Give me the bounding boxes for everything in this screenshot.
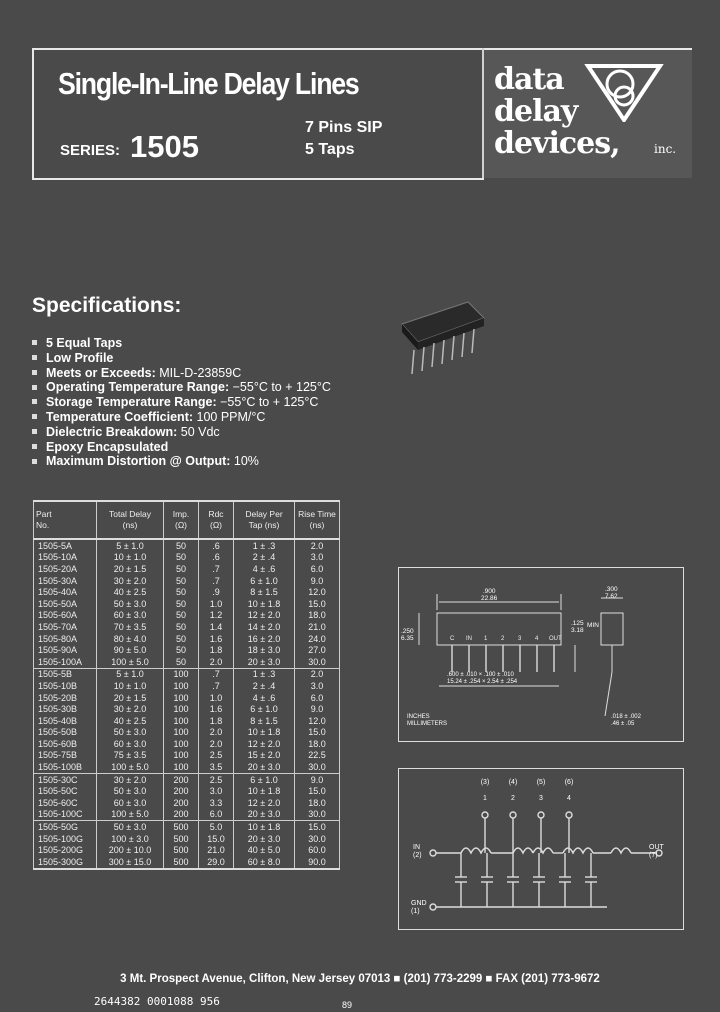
table-cell: 10 ± 1.8 bbox=[234, 727, 295, 739]
table-cell: 1505-50A bbox=[34, 598, 97, 610]
table-cell: 1505-5B bbox=[34, 668, 97, 680]
table-cell: 3.5 bbox=[199, 761, 234, 773]
table-cell: 12 ± 2.0 bbox=[234, 610, 295, 622]
bullet-icon bbox=[32, 340, 37, 345]
table-cell: 2 ± .4 bbox=[234, 680, 295, 692]
table-cell: 2.5 bbox=[199, 750, 234, 762]
table-cell: 1.0 bbox=[199, 692, 234, 704]
svg-text:CIN1234OUT bbox=[450, 636, 562, 642]
table-cell: 50 bbox=[164, 539, 199, 552]
table-cell: 4 ± .6 bbox=[234, 692, 295, 704]
table-header-row bbox=[34, 501, 340, 539]
schematic-circuit-icon bbox=[399, 769, 683, 929]
table-cell: 500 bbox=[164, 833, 199, 845]
bullet-icon bbox=[32, 459, 37, 464]
pin-label: 1 bbox=[484, 636, 488, 642]
spec-label: Storage Temperature Range: bbox=[46, 395, 217, 410]
table-cell: 1505-100C bbox=[34, 809, 97, 821]
table-cell: 60 ± 3.0 bbox=[97, 610, 164, 622]
table-cell: 200 bbox=[164, 773, 199, 785]
table-row bbox=[34, 598, 340, 610]
pin-label: 3 bbox=[518, 636, 522, 642]
spec-value: 100 PPM/°C bbox=[193, 409, 266, 424]
table-cell: 1.0 bbox=[199, 598, 234, 610]
table-row bbox=[34, 621, 340, 633]
table-cell: 27.0 bbox=[295, 644, 340, 656]
table-cell: 2 ± .4 bbox=[234, 552, 295, 564]
table-cell: 4 ± .6 bbox=[234, 563, 295, 575]
column-header-line: (Ω) bbox=[209, 520, 222, 530]
table-cell: 40 ± 2.5 bbox=[97, 586, 164, 598]
spec-item bbox=[32, 351, 331, 366]
spec-label: Temperature Coefficient: bbox=[46, 409, 194, 424]
table-cell: 50 bbox=[164, 598, 199, 610]
logo-triangle-icon bbox=[584, 62, 664, 122]
table-cell: 1505-30A bbox=[34, 575, 97, 587]
table-cell: 100 bbox=[164, 680, 199, 692]
table-row bbox=[34, 703, 340, 715]
spec-value: 10% bbox=[230, 454, 259, 469]
table-cell: 1 ± .3 bbox=[234, 668, 295, 680]
table-cell: 5 ± 1.0 bbox=[97, 539, 164, 552]
table-cell: 1505-100G bbox=[34, 833, 97, 845]
footer-address: 3 Mt. Prospect Avenue, Clifton, New Jersey 07013 ■ (201) 773-2299 ■ FAX (201) 773-9672 bbox=[120, 973, 600, 985]
table-cell: 75 ± 3.5 bbox=[97, 750, 164, 762]
table-cell: 20 ± 3.0 bbox=[234, 809, 295, 821]
table-cell: 30 ± 2.0 bbox=[97, 703, 164, 715]
table-row bbox=[34, 738, 340, 750]
table-cell: 1505-50B bbox=[34, 727, 97, 739]
page-number: 89 bbox=[342, 1000, 353, 1010]
table-cell: 1505-60C bbox=[34, 797, 97, 809]
table-cell: 2.0 bbox=[295, 539, 340, 552]
bullet-icon bbox=[32, 399, 37, 404]
table-cell: 20 ± 1.5 bbox=[97, 563, 164, 575]
table-cell: 15.0 bbox=[295, 598, 340, 610]
table-cell: 500 bbox=[164, 844, 199, 856]
dimension-drawing bbox=[398, 567, 684, 742]
table-cell: 50 bbox=[164, 586, 199, 598]
spec-value: 50 Vdc bbox=[177, 424, 220, 439]
table-cell: 100 bbox=[164, 703, 199, 715]
table-cell: 100 bbox=[164, 692, 199, 704]
spec-item bbox=[32, 380, 331, 395]
bullet-icon bbox=[32, 429, 37, 434]
logo-word-data: data bbox=[494, 62, 564, 97]
table-row bbox=[34, 715, 340, 727]
table-cell: 1505-40B bbox=[34, 715, 97, 727]
table-cell: 14 ± 2.0 bbox=[234, 621, 295, 633]
spec-value: −55°C to + 125°C bbox=[229, 380, 331, 395]
ground-label: GND (1) bbox=[411, 900, 427, 915]
table-cell: 9.0 bbox=[295, 703, 340, 715]
input-label: IN (2) bbox=[413, 844, 422, 859]
table-cell: 1505-100B bbox=[34, 761, 97, 773]
table-cell: 1505-75B bbox=[34, 750, 97, 762]
table-row bbox=[34, 727, 340, 739]
table-cell: 100 bbox=[164, 715, 199, 727]
pin-dia-dim: .018 ± .002 .46 ± .05 bbox=[611, 714, 641, 727]
pin-label: OUT bbox=[549, 636, 562, 642]
table-cell: 50 bbox=[164, 610, 199, 622]
column-header-line: (ns) bbox=[309, 520, 325, 530]
column-header bbox=[97, 501, 164, 539]
table-cell: 50 bbox=[164, 575, 199, 587]
spec-label: Dielectric Breakdown: bbox=[46, 424, 178, 439]
column-header bbox=[34, 501, 97, 539]
table-cell: 1505-90A bbox=[34, 644, 97, 656]
table-cell: 15 ± 2.0 bbox=[234, 750, 295, 762]
table-cell: 12 ± 2.0 bbox=[234, 797, 295, 809]
bullet-icon bbox=[32, 370, 37, 375]
length-dim: .900 22.86 bbox=[481, 588, 498, 602]
table-cell: 30 ± 2.0 bbox=[97, 575, 164, 587]
table-cell: 100 bbox=[164, 727, 199, 739]
table-cell: 20 ± 3.0 bbox=[234, 833, 295, 845]
logo-inc: inc. bbox=[654, 142, 677, 156]
output-label: OUT (7) bbox=[649, 844, 664, 859]
table-cell: 1505-20B bbox=[34, 692, 97, 704]
tap-number-label: 2 bbox=[511, 795, 515, 802]
company-logo bbox=[484, 50, 692, 178]
column-header-line: (Ω) bbox=[174, 520, 187, 530]
table-cell: 1505-50G bbox=[34, 821, 97, 833]
table-cell: 15.0 bbox=[199, 833, 234, 845]
spec-label: Maximum Distortion @ Output: bbox=[46, 454, 231, 469]
column-header-line: No. bbox=[36, 520, 50, 530]
spec-value: MIL-D-23859C bbox=[155, 365, 242, 380]
table-cell: 100 bbox=[164, 750, 199, 762]
pins-label: 7 Pins SIP bbox=[305, 119, 383, 136]
table-row bbox=[34, 633, 340, 645]
table-cell: 6.0 bbox=[295, 692, 340, 704]
table-cell: 70 ± 3.5 bbox=[97, 621, 164, 633]
table-cell: 200 bbox=[164, 809, 199, 821]
table-cell: 12.0 bbox=[295, 715, 340, 727]
table-cell: 50 bbox=[164, 552, 199, 564]
table-cell: .6 bbox=[199, 552, 234, 564]
spec-item bbox=[32, 366, 331, 381]
pitch-dim: .600 ± .010 × .100 ± .010 15.24 ± .254 × 2.54 ± .254 bbox=[447, 672, 518, 685]
table-row bbox=[34, 833, 340, 845]
column-header bbox=[295, 501, 340, 539]
table-cell: 5 ± 1.0 bbox=[97, 668, 164, 680]
table-cell: 16 ± 2.0 bbox=[234, 633, 295, 645]
logo-word-devices: devices, bbox=[494, 126, 620, 161]
table-cell: 30.0 bbox=[295, 833, 340, 845]
table-cell: 50 bbox=[164, 563, 199, 575]
spec-item bbox=[32, 454, 331, 469]
tap-number-label: 4 bbox=[567, 795, 571, 802]
table-cell: 40 ± 5.0 bbox=[234, 844, 295, 856]
pin-label: C bbox=[450, 636, 455, 642]
table-row bbox=[34, 821, 340, 833]
table-cell: 1505-80A bbox=[34, 633, 97, 645]
height-dim: .300 7.62 bbox=[605, 586, 618, 600]
table-row bbox=[34, 797, 340, 809]
column-header-line: Rdc bbox=[208, 509, 224, 519]
spec-label: Low Profile bbox=[46, 350, 114, 365]
table-cell: 9.0 bbox=[295, 773, 340, 785]
table-cell: 100 bbox=[164, 738, 199, 750]
table-cell: 2.0 bbox=[199, 727, 234, 739]
column-header-line: Delay Per bbox=[245, 509, 283, 519]
package-info bbox=[305, 117, 382, 161]
table-cell: 18.0 bbox=[295, 738, 340, 750]
table-cell: 1505-5A bbox=[34, 539, 97, 552]
table-cell: 60 ± 8.0 bbox=[234, 856, 295, 869]
spec-item bbox=[32, 425, 331, 440]
table-cell: 30 ± 2.0 bbox=[97, 773, 164, 785]
table-row bbox=[34, 539, 340, 552]
table-cell: .9 bbox=[199, 586, 234, 598]
table-row bbox=[34, 692, 340, 704]
column-header-line: Imp. bbox=[172, 509, 190, 519]
table-cell: 1505-60A bbox=[34, 610, 97, 622]
table-row bbox=[34, 575, 340, 587]
spec-label: Meets or Exceeds: bbox=[46, 365, 156, 380]
table-cell: 50 ± 3.0 bbox=[97, 785, 164, 797]
table-cell: 90 ± 5.0 bbox=[97, 644, 164, 656]
table-cell: 1505-70A bbox=[34, 621, 97, 633]
units-legend: INCHES MILLIMETERS bbox=[407, 714, 448, 727]
table-cell: 40 ± 2.5 bbox=[97, 715, 164, 727]
table-cell: 1505-30C bbox=[34, 773, 97, 785]
table-row bbox=[34, 844, 340, 856]
table-cell: 15.0 bbox=[295, 821, 340, 833]
table-cell: 21.0 bbox=[199, 844, 234, 856]
table-cell: 20 ± 3.0 bbox=[234, 656, 295, 668]
series-label: SERIES: bbox=[60, 142, 121, 159]
spec-value: −55°C to + 125°C bbox=[216, 395, 319, 410]
table-cell: 2.0 bbox=[199, 656, 234, 668]
table-cell: 12 ± 2.0 bbox=[234, 738, 295, 750]
column-header-line: (ns) bbox=[122, 520, 138, 530]
table-row bbox=[34, 773, 340, 785]
table-row bbox=[34, 610, 340, 622]
column-header-line: Total Delay bbox=[108, 509, 152, 519]
table-cell: 22.5 bbox=[295, 750, 340, 762]
table-cell: 3.0 bbox=[295, 552, 340, 564]
pin-label: 4 bbox=[535, 636, 539, 642]
taps-label: 5 Taps bbox=[305, 141, 355, 158]
table-cell: 100 ± 3.0 bbox=[97, 833, 164, 845]
column-header-line: Tap (ns) bbox=[248, 520, 280, 530]
pin-label: IN bbox=[466, 636, 472, 642]
table-cell: 29.0 bbox=[199, 856, 234, 869]
table-cell: 5.0 bbox=[199, 821, 234, 833]
table-cell: 1505-50C bbox=[34, 785, 97, 797]
series-number: 1505 bbox=[130, 129, 199, 164]
component-photo-icon bbox=[398, 298, 488, 380]
table-cell: 12.0 bbox=[295, 586, 340, 598]
spec-item bbox=[32, 410, 331, 425]
table-cell: 15.0 bbox=[295, 785, 340, 797]
table-cell: 50 bbox=[164, 644, 199, 656]
column-header-line: Part bbox=[36, 509, 52, 519]
table-cell: 100 ± 5.0 bbox=[97, 656, 164, 668]
tap-pin-label: (4) bbox=[508, 779, 518, 786]
table-cell: 1.4 bbox=[199, 621, 234, 633]
column-header bbox=[164, 501, 199, 539]
table-cell: 1505-20A bbox=[34, 563, 97, 575]
table-cell: 6.0 bbox=[295, 563, 340, 575]
schematic-diagram bbox=[398, 768, 684, 930]
table-cell: 6.0 bbox=[199, 809, 234, 821]
table-cell: 21.0 bbox=[295, 621, 340, 633]
column-header bbox=[199, 501, 234, 539]
table-cell: 3.3 bbox=[199, 797, 234, 809]
spec-label: 5 Equal Taps bbox=[46, 336, 123, 350]
table-cell: 1.8 bbox=[199, 644, 234, 656]
spec-item bbox=[32, 336, 331, 351]
table-cell: 20 ± 3.0 bbox=[234, 761, 295, 773]
table-cell: 1505-40A bbox=[34, 586, 97, 598]
pin-length-dim: .125 3.18 bbox=[571, 620, 584, 634]
bullet-icon bbox=[32, 385, 37, 390]
table-row bbox=[34, 656, 340, 668]
table-cell: 100 bbox=[164, 668, 199, 680]
table-row bbox=[34, 563, 340, 575]
specifications-list bbox=[32, 336, 331, 469]
table-cell: 1505-10B bbox=[34, 680, 97, 692]
table-row bbox=[34, 750, 340, 762]
table-cell: 10 ± 1.8 bbox=[234, 598, 295, 610]
table-cell: 2.0 bbox=[295, 668, 340, 680]
table-row bbox=[34, 680, 340, 692]
spec-item bbox=[32, 395, 331, 410]
table-cell: 15.0 bbox=[295, 727, 340, 739]
body-height-dim: .250 6.35 bbox=[401, 628, 414, 642]
table-cell: 1505-60B bbox=[34, 738, 97, 750]
table-cell: 200 ± 10.0 bbox=[97, 844, 164, 856]
table-cell: 1.2 bbox=[199, 610, 234, 622]
table-cell: 6 ± 1.0 bbox=[234, 703, 295, 715]
pin-min-label: MIN bbox=[587, 622, 599, 629]
table-cell: 8 ± 1.5 bbox=[234, 715, 295, 727]
table-cell: 3.0 bbox=[295, 680, 340, 692]
table-cell: 50 bbox=[164, 621, 199, 633]
table-cell: 1505-100A bbox=[34, 656, 97, 668]
table-cell: 300 ± 15.0 bbox=[97, 856, 164, 869]
table-cell: 1505-200G bbox=[34, 844, 97, 856]
table-cell: 2.0 bbox=[199, 738, 234, 750]
bullet-icon bbox=[32, 414, 37, 419]
table-cell: 50 ± 3.0 bbox=[97, 727, 164, 739]
table-cell: 24.0 bbox=[295, 633, 340, 645]
table-cell: 20 ± 1.5 bbox=[97, 692, 164, 704]
table-cell: 18 ± 3.0 bbox=[234, 644, 295, 656]
table-cell: 50 ± 3.0 bbox=[97, 821, 164, 833]
table-cell: 60 ± 3.0 bbox=[97, 738, 164, 750]
table-cell: 50 bbox=[164, 633, 199, 645]
table-cell: 10 ± 1.8 bbox=[234, 785, 295, 797]
header-left-rule bbox=[32, 48, 34, 180]
table-cell: 1505-300G bbox=[34, 856, 97, 869]
table-row bbox=[34, 809, 340, 821]
bullet-icon bbox=[32, 355, 37, 360]
column-header bbox=[234, 501, 295, 539]
table-cell: 30.0 bbox=[295, 809, 340, 821]
table-cell: 100 ± 5.0 bbox=[97, 809, 164, 821]
table-cell: 1505-30B bbox=[34, 703, 97, 715]
table-cell: 9.0 bbox=[295, 575, 340, 587]
pin-label: 2 bbox=[501, 636, 505, 642]
table-cell: 60 ± 3.0 bbox=[97, 797, 164, 809]
table-cell: 1505-10A bbox=[34, 552, 97, 564]
table-cell: 18.0 bbox=[295, 797, 340, 809]
page-title: Single-In-Line Delay Lines bbox=[58, 66, 359, 101]
table-cell: .7 bbox=[199, 680, 234, 692]
table-cell: 3.0 bbox=[199, 785, 234, 797]
tap-pin-label: (5) bbox=[536, 779, 546, 786]
table-cell: 200 bbox=[164, 797, 199, 809]
table-cell: 80 ± 4.0 bbox=[97, 633, 164, 645]
table-row bbox=[34, 761, 340, 773]
table-row bbox=[34, 856, 340, 869]
column-header-line: Rise Time bbox=[298, 509, 336, 519]
table-cell: 1 ± .3 bbox=[234, 539, 295, 552]
table-cell: 6 ± 1.0 bbox=[234, 773, 295, 785]
spec-item bbox=[32, 440, 331, 455]
tap-number-label: 1 bbox=[483, 795, 487, 802]
table-cell: 18.0 bbox=[295, 610, 340, 622]
table-cell: 1.6 bbox=[199, 703, 234, 715]
table-cell: 2.5 bbox=[199, 773, 234, 785]
table-cell: 200 bbox=[164, 785, 199, 797]
table-cell: 60.0 bbox=[295, 844, 340, 856]
table-cell: .7 bbox=[199, 668, 234, 680]
logo-word-delay: delay bbox=[494, 94, 578, 129]
specifications-heading: Specifications: bbox=[32, 294, 182, 317]
table-row bbox=[34, 552, 340, 564]
table-cell: 10 ± 1.0 bbox=[97, 552, 164, 564]
table-cell: 50 ± 3.0 bbox=[97, 598, 164, 610]
table-cell: 500 bbox=[164, 856, 199, 869]
table-cell: 500 bbox=[164, 821, 199, 833]
table-row bbox=[34, 644, 340, 656]
table-row bbox=[34, 586, 340, 598]
barcode-text: 2644382 0001088 956 bbox=[94, 995, 220, 1008]
bullet-icon bbox=[32, 444, 37, 449]
table-cell: 1.8 bbox=[199, 715, 234, 727]
table-row bbox=[34, 785, 340, 797]
table-cell: 8 ± 1.5 bbox=[234, 586, 295, 598]
table-cell: 100 ± 5.0 bbox=[97, 761, 164, 773]
parts-table bbox=[33, 500, 340, 870]
table-cell: .7 bbox=[199, 575, 234, 587]
table-cell: 90.0 bbox=[295, 856, 340, 869]
table-row bbox=[34, 668, 340, 680]
tap-pin-label: (6) bbox=[564, 779, 574, 786]
table-cell: 1.6 bbox=[199, 633, 234, 645]
table-cell: 30.0 bbox=[295, 656, 340, 668]
table-cell: 100 bbox=[164, 761, 199, 773]
table-cell: .7 bbox=[199, 563, 234, 575]
header-bottom-rule bbox=[32, 178, 484, 180]
table-cell: .6 bbox=[199, 539, 234, 552]
table-cell: 30.0 bbox=[295, 761, 340, 773]
spec-label: Epoxy Encapsulated bbox=[46, 439, 169, 454]
spec-label: Operating Temperature Range: bbox=[46, 380, 230, 395]
tap-pin-label: (3) bbox=[480, 779, 490, 786]
table-cell: 50 bbox=[164, 656, 199, 668]
table-cell: 10 ± 1.8 bbox=[234, 821, 295, 833]
table-cell: 10 ± 1.0 bbox=[97, 680, 164, 692]
table-cell: 6 ± 1.0 bbox=[234, 575, 295, 587]
tap-number-label: 3 bbox=[539, 795, 543, 802]
